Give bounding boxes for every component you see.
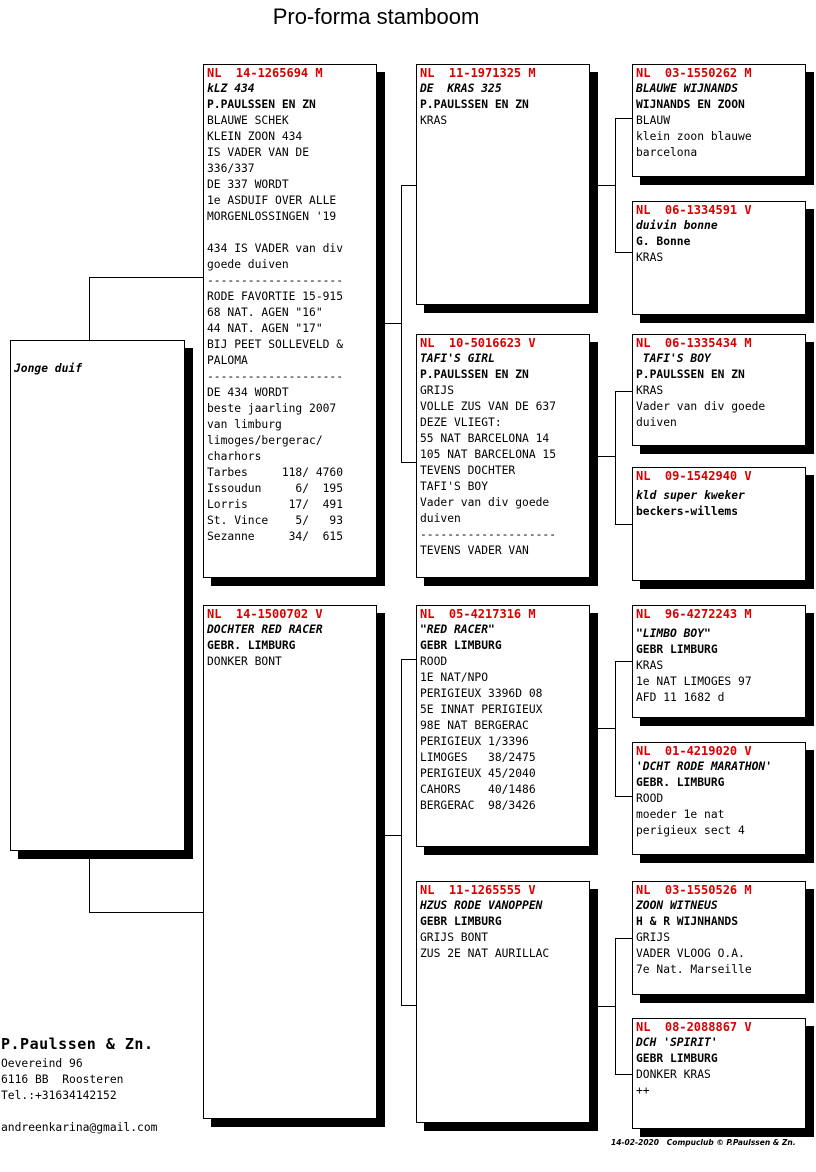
pedigree-card-dds: [632, 881, 806, 995]
bird-line: 44 NAT. AGEN "17": [207, 322, 323, 335]
bird-line: 98E NAT BERGERAC: [420, 719, 529, 732]
ring-number: NL 10-5016623 V: [420, 336, 536, 350]
bird-line: barcelona: [636, 146, 698, 159]
bird-line: GRIJS BONT: [420, 931, 489, 944]
bird-line: CAHORS 40/1486: [420, 783, 536, 796]
bird-line: DEZE VLIEGT:: [420, 416, 502, 429]
bird-line: ++: [636, 1084, 650, 1097]
bird-line: moeder 1e nat: [636, 808, 725, 821]
bird-line: BLAUW: [636, 114, 671, 127]
bird-line: ROOD: [636, 792, 664, 805]
bird-line: 68 NAT. AGEN "16": [207, 306, 323, 319]
bird-line: KRAS: [636, 384, 664, 397]
bird-name: HZUS RODE VANOPPEN: [420, 899, 543, 912]
ring-number: NL 05-4217316 M: [420, 607, 536, 621]
bird-line: GRIJS: [636, 931, 671, 944]
bird-line: BERGERAC 98/3426: [420, 799, 536, 812]
owner-street: Oevereind 96: [1, 1057, 83, 1070]
bird-name: DOCHTER RED RACER: [207, 623, 323, 636]
bird-line: Vader van div goede: [420, 496, 550, 509]
bird-line: [207, 225, 373, 241]
pedigree-card-dss: [632, 605, 806, 718]
bird-line: AFD 11 1682 d: [636, 691, 725, 704]
bird-line: P.PAULSSEN EN ZN: [636, 368, 745, 381]
footer-credit: 14-02-2020 Compuclub © P.Paulssen & Zn.: [611, 1138, 796, 1147]
bird-line: 336/337: [207, 162, 255, 175]
bird-line: TEVENS DOCHTER: [420, 464, 516, 477]
bird-name: "LIMBO BOY": [636, 627, 711, 640]
bird-line: 55 NAT BARCELONA 14: [420, 432, 550, 445]
owner-block: [1, 1034, 157, 1136]
bird-line: 434 IS VADER van div: [207, 242, 344, 255]
bird-line: Issoudun 6/ 195: [207, 482, 344, 495]
bird-line: GEBR LIMBURG: [636, 643, 718, 656]
owner-email: andreenkarina@gmail.com: [1, 1121, 158, 1134]
bird-line: IS VADER VAN DE: [207, 146, 310, 159]
bird-name: ZOON WITNEUS: [636, 899, 718, 912]
bird-line: charhors: [207, 450, 262, 463]
bird-name: DCH 'SPIRIT': [636, 1036, 718, 1049]
bird-line: H & R WIJNHANDS: [636, 915, 739, 928]
bird-line: TAFI'S BOY: [420, 480, 489, 493]
bird-line: Sezanne 34/ 615: [207, 530, 344, 543]
bird-line: 5E INNAT PERIGIEUX: [420, 703, 543, 716]
pedigree-card-sire: [203, 64, 377, 578]
bird-line: PERIGIEUX 45/2040: [420, 767, 536, 780]
bird-line: Vader van div goede: [636, 400, 766, 413]
ring-number: NL 96-4272243 M: [636, 607, 752, 621]
bird-name: 'DCHT RODE MARATHON': [636, 760, 773, 773]
bird-line: PERIGIEUX 3396D 08: [420, 687, 543, 700]
pedigree-card-sdd: [632, 467, 806, 581]
pedigree-card-dam-dam: [416, 881, 590, 1123]
ring-number: NL 14-1265694 M: [207, 66, 323, 80]
bird-name: kld super kweker: [636, 489, 745, 502]
ring-number: NL 09-1542940 V: [636, 469, 752, 483]
bird-line: duiven: [636, 416, 677, 429]
bird-line: KRAS: [636, 659, 664, 672]
bird-line: KLEIN ZOON 434: [207, 130, 303, 143]
bird-line: BIJ PEET SOLLEVELD &: [207, 338, 344, 351]
ring-number: NL 06-1334591 V: [636, 203, 752, 217]
bird-line: VADER VLOOG O.A.: [636, 947, 745, 960]
bird-line: KRAS: [636, 251, 664, 264]
bird-line: goede duiven: [207, 258, 289, 271]
bird-line: beckers-willems: [636, 505, 739, 518]
ring-number: NL 11-1971325 M: [420, 66, 536, 80]
bird-line: PERIGIEUX 1/3396: [420, 735, 529, 748]
bird-line: GEBR LIMBURG: [420, 639, 502, 652]
bird-line: WIJNANDS EN ZOON: [636, 98, 745, 111]
bird-line: VOLLE ZUS VAN DE 637: [420, 400, 557, 413]
bird-line: P.PAULSSEN EN ZN: [420, 98, 529, 111]
pedigree-card-dsd: [632, 742, 806, 855]
bird-line: DONKER BONT: [207, 655, 282, 668]
bird-line: Lorris 17/ 491: [207, 498, 344, 511]
page-title: Pro-forma stamboom: [272, 4, 480, 29]
pedigree-card-ddd: [632, 1018, 806, 1129]
bird-line: PALOMA: [207, 354, 248, 367]
bird-line: GEBR LIMBURG: [420, 915, 502, 928]
bird-line: perigieux sect 4: [636, 824, 745, 837]
bird-line: ZUS 2E NAT AURILLAC: [420, 947, 550, 960]
ring-number: NL 06-1335434 M: [636, 336, 752, 350]
ring-number: NL 08-2088867 V: [636, 1020, 752, 1034]
bird-line: 7e Nat. Marseille: [636, 963, 752, 976]
bird-line: BLAUWE SCHEK: [207, 114, 289, 127]
bird-name: kLZ 434: [207, 82, 255, 95]
bird-line: --------------------: [207, 274, 344, 287]
bird-line: Tarbes 118/ 4760: [207, 466, 344, 479]
bird-line: P.PAULSSEN EN ZN: [207, 98, 316, 111]
pedigree-card-sire-sire: [416, 64, 590, 305]
pedigree-card-sss: [632, 64, 806, 177]
ring-number: NL 03-1550526 M: [636, 883, 752, 897]
bird-name: TAFI'S GIRL: [420, 352, 495, 365]
owner-phone: Tel.:+31634142152: [1, 1089, 117, 1102]
bird-line: St. Vince 5/ 93: [207, 514, 344, 527]
bird-line: --------------------: [420, 528, 557, 541]
bird-line: 105 NAT BARCELONA 15: [420, 448, 557, 461]
bird-line: 1e NAT LIMOGES 97: [636, 675, 752, 688]
pedigree-card-sds: [632, 334, 806, 446]
bird-name: duivin bonne: [636, 219, 718, 232]
bird-line: LIMOGES 38/2475: [420, 751, 536, 764]
bird-line: KRAS: [420, 114, 448, 127]
bird-line: klein zoon blauwe: [636, 130, 752, 143]
bird-name: TAFI'S BOY: [636, 352, 711, 365]
bird-name: DE KRAS 325: [420, 82, 502, 95]
pedigree-card-ssd: [632, 201, 806, 315]
bird-line: 1E NAT/NPO: [420, 671, 489, 684]
bird-line: GEBR LIMBURG: [636, 1052, 718, 1065]
bird-line: RODE FAVORTIE 15-915: [207, 290, 344, 303]
bird-name: BLAUWE WIJNANDS: [636, 82, 739, 95]
bird-line: DE 434 WORDT: [207, 386, 289, 399]
subject-label: Jonge duif: [14, 362, 83, 375]
pedigree-card-dam: [203, 605, 377, 1119]
bird-name: "RED RACER": [420, 623, 495, 636]
bird-line: beste jaarling 2007: [207, 402, 337, 415]
bird-line: GEBR. LIMBURG: [207, 639, 296, 652]
bird-line: GRIJS: [420, 384, 455, 397]
bird-line: 1e ASDUIF OVER ALLE: [207, 194, 337, 207]
pedigree-card-dam-sire: [416, 605, 590, 847]
bird-line: DONKER KRAS: [636, 1068, 711, 1081]
bird-line: P.PAULSSEN EN ZN: [420, 368, 529, 381]
owner-city: 6116 BB Roosteren: [1, 1073, 124, 1086]
bird-line: ROOD: [420, 655, 448, 668]
pedigree-card-sire-dam: [416, 334, 590, 578]
bird-line: DE 337 WORDT: [207, 178, 289, 191]
ring-number: NL 11-1265555 V: [420, 883, 536, 897]
bird-line: GEBR. LIMBURG: [636, 776, 725, 789]
bird-line: G. Bonne: [636, 235, 691, 248]
bird-line: --------------------: [207, 370, 344, 383]
bird-line: MORGENLOSSINGEN '19: [207, 210, 337, 223]
ring-number: NL 01-4219020 V: [636, 744, 752, 758]
subject-card: [10, 340, 185, 851]
bird-line: limoges/bergerac/: [207, 434, 323, 447]
ring-number: NL 14-1500702 V: [207, 607, 323, 621]
ring-number: NL 03-1550262 M: [636, 66, 752, 80]
bird-line: van limburg: [207, 418, 282, 431]
bird-line: TEVENS VADER VAN: [420, 544, 529, 557]
owner-name: P.Paulssen & Zn.: [1, 1035, 154, 1053]
bird-line: duiven: [420, 512, 461, 525]
